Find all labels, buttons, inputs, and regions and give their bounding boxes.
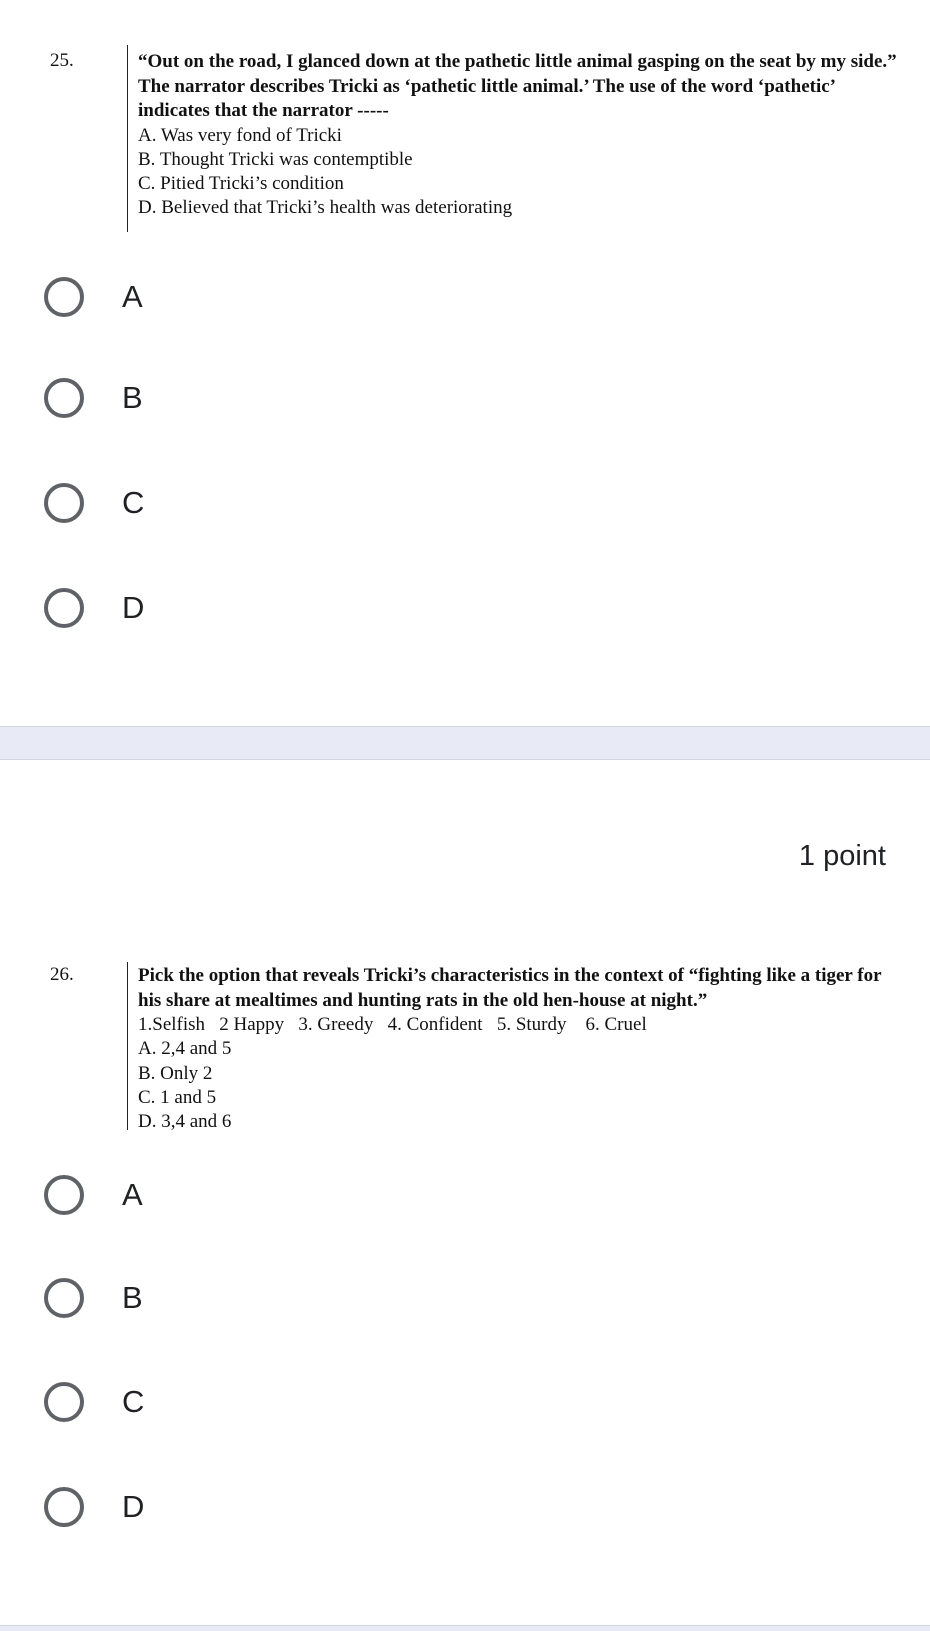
question-line: A. 2,4 and 5 — [138, 1038, 232, 1060]
option-a[interactable] — [44, 273, 143, 321]
points-label: 1 point — [798, 840, 886, 872]
question-rule — [127, 962, 128, 1130]
question-divider — [0, 726, 930, 760]
option-b[interactable] — [44, 1274, 143, 1322]
question-line: D. 3,4 and 6 — [138, 1111, 232, 1133]
option-label: B — [122, 380, 143, 415]
option-label: C — [122, 1384, 145, 1419]
option-label: A — [122, 1177, 143, 1212]
radio-circle-icon[interactable] — [44, 1382, 84, 1422]
question-divider — [0, 1625, 930, 1631]
radio-circle-icon[interactable] — [44, 1175, 84, 1215]
option-d[interactable] — [44, 584, 144, 632]
question-text — [138, 50, 898, 221]
option-label: A — [122, 279, 143, 314]
option-label: B — [122, 1280, 143, 1315]
question-text — [138, 964, 898, 1134]
question-line: B. Thought Tricki was contemptible — [138, 148, 413, 170]
question-line: 1.Selfish 2 Happy 3. Greedy 4. Confident 5. Sturdy 6. Cruel — [138, 1014, 647, 1035]
question-stem: Pick the option that reveals Tricki’s characteristics in the context of “fighting like a tiger for his share at mealtimes and hunting rats in the old hen-house at night.” — [138, 965, 882, 1011]
option-c[interactable] — [44, 1378, 144, 1426]
question-line: C. 1 and 5 — [138, 1086, 217, 1108]
option-label: D — [122, 590, 145, 625]
question-line: A. Was very fond of Tricki — [138, 124, 342, 146]
option-b[interactable] — [44, 374, 143, 422]
question-number: 26. — [50, 964, 74, 985]
question-number: 25. — [50, 50, 74, 71]
question-line: C. Pitied Tricki’s condition — [138, 173, 344, 195]
radio-circle-icon[interactable] — [44, 378, 84, 418]
option-c[interactable] — [44, 479, 144, 527]
question-line: B. Only 2 — [138, 1062, 213, 1084]
option-a[interactable] — [44, 1171, 143, 1219]
radio-circle-icon[interactable] — [44, 483, 84, 523]
radio-circle-icon[interactable] — [44, 588, 84, 628]
option-label: C — [122, 485, 145, 520]
option-d[interactable] — [44, 1483, 144, 1531]
radio-circle-icon[interactable] — [44, 277, 84, 317]
radio-circle-icon[interactable] — [44, 1487, 84, 1527]
question-rule — [127, 45, 128, 232]
radio-circle-icon[interactable] — [44, 1278, 84, 1318]
question-line: D. Believed that Tricki’s health was deteriorating — [138, 197, 513, 219]
question-stem: “Out on the road, I glanced down at the pathetic little animal gasping on the seat by my side.” The narrator describes Tricki as ‘pathetic little animal.’ The use of the word ‘pathetic’ indicates that the narrator ----- — [138, 51, 897, 121]
option-label: D — [122, 1489, 145, 1524]
